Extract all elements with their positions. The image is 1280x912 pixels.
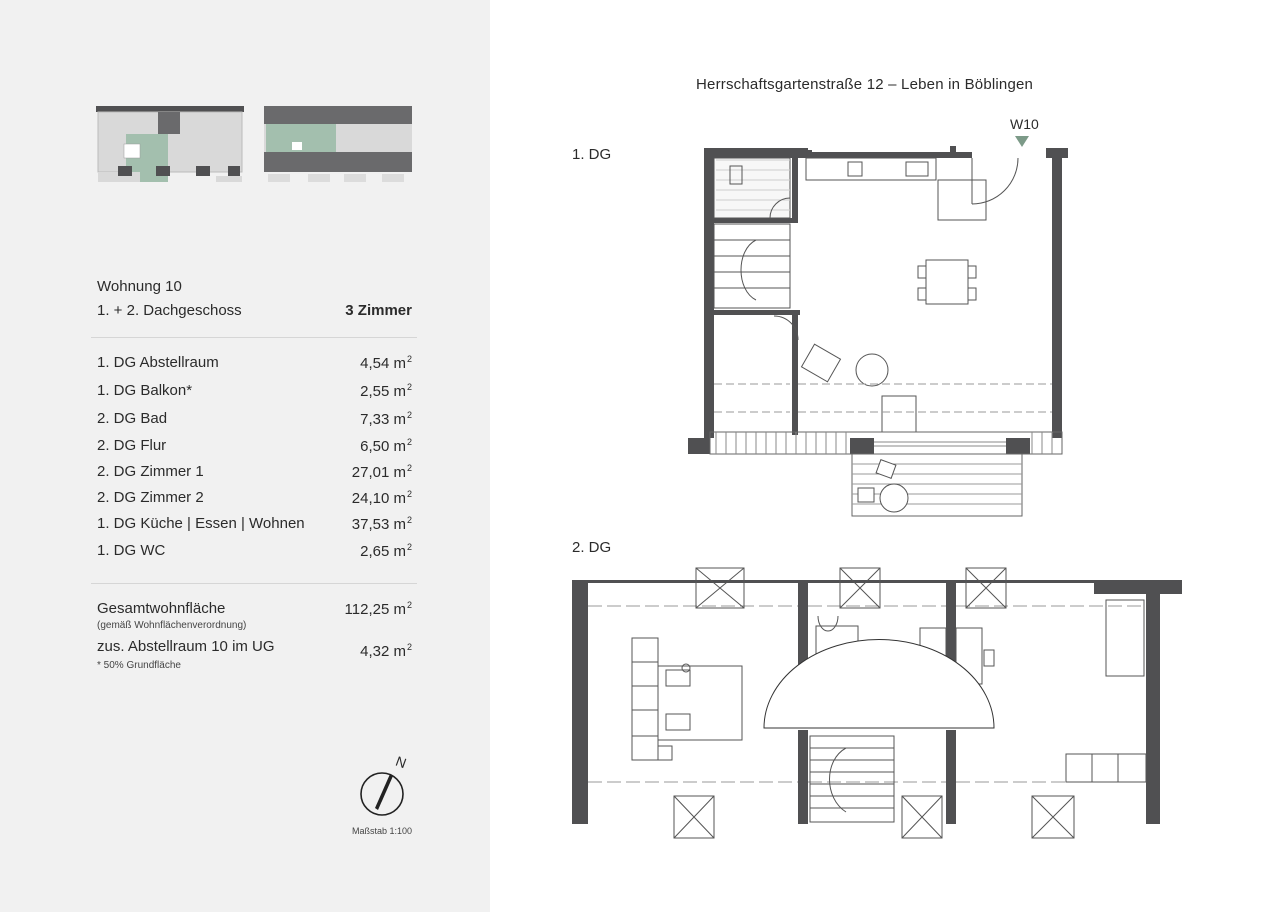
area-row-value: 27,01 $m^2$ bbox=[351, 463, 412, 481]
compass-icon bbox=[356, 754, 416, 824]
total-area-label: Gesamtwohnfläche bbox=[97, 600, 226, 617]
footnote: * 50% Grundfläche bbox=[97, 660, 181, 671]
area-row-label: 2. DG Flur bbox=[97, 437, 167, 454]
area-row-label: 2. DG Zimmer 1 bbox=[97, 463, 204, 480]
divider bbox=[91, 337, 417, 338]
floorplan-1dg bbox=[686, 140, 1076, 520]
floor-label-2dg: 2. DG bbox=[572, 539, 612, 556]
area-row-label: 1. DG Abstellraum bbox=[97, 354, 219, 371]
area-row-label: 2. DG Zimmer 2 bbox=[97, 489, 204, 506]
area-row-value: 6,50 $m^2$ bbox=[360, 437, 412, 455]
apartment-floors: 1. + 2. Dachgeschoss bbox=[97, 302, 242, 319]
area-row-label: 1. DG Balkon* bbox=[97, 382, 193, 399]
area-row-value: 7,33 $m^2$ bbox=[360, 410, 412, 428]
unit-marker-label: W10 bbox=[1010, 116, 1039, 132]
area-row-label: 2. DG Bad bbox=[97, 410, 168, 427]
area-row-value: 4,54 $m^2$ bbox=[360, 354, 412, 372]
floor-label-1dg: 1. DG bbox=[572, 146, 612, 163]
apartment-name: Wohnung 10 bbox=[97, 278, 182, 295]
area-row-label: 1. DG Küche | Essen | Wohnen bbox=[97, 515, 305, 532]
area-row-value: 24,10 $m^2$ bbox=[351, 489, 412, 507]
area-row-value: 2,55 $m^2$ bbox=[360, 382, 412, 400]
apartment-rooms: 3 Zimmer bbox=[345, 302, 412, 319]
total-area-note: (gemäß Wohnflächenverordnung) bbox=[97, 620, 247, 631]
scale-label: Maßstab 1:100 bbox=[352, 826, 413, 836]
storage-label: zus. Abstellraum 10 im UG bbox=[97, 638, 275, 655]
area-row-label: 1. DG WC bbox=[97, 542, 166, 559]
total-area-value: 112,25 $m^2$ bbox=[344, 600, 412, 618]
building-floor-thumbnail bbox=[262, 104, 414, 184]
building-overview-section bbox=[96, 104, 246, 184]
floorplan-2dg bbox=[566, 576, 1186, 832]
area-row-value: 2,65 $m^2$ bbox=[360, 542, 412, 560]
compass-north-label: N bbox=[393, 752, 409, 772]
divider bbox=[91, 583, 417, 584]
storage-value: 4,32 $m^2$ bbox=[360, 642, 412, 660]
page-title: Herrschaftsgartenstraße 12 – Leben in Böblingen bbox=[696, 76, 1034, 93]
area-row-value: 37,53 $m^2$ bbox=[351, 515, 412, 533]
